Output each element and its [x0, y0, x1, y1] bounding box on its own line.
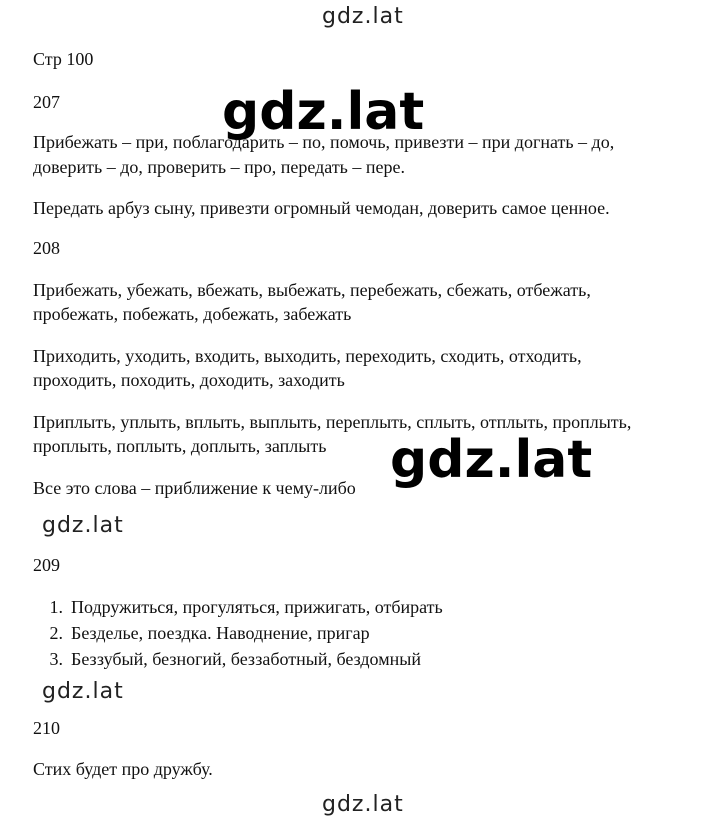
exercise-208-p2-line-2: проходить, походить, доходить, заходить: [33, 370, 345, 390]
exercise-210-number: 210: [33, 718, 60, 738]
watermark-mid: gdz.lat: [42, 513, 124, 538]
page-label: Стр 100: [33, 49, 94, 69]
exercise-207-line-2: доверить – до, проверить – про, передать – пере.: [33, 157, 406, 177]
exercise-208-p1-line-1: Прибежать, убежать, вбежать, выбежать, перебежать, сбежать, отбежать,: [33, 280, 591, 300]
watermark-big-1: gdz.lat: [222, 82, 425, 142]
watermark-bottom: gdz.lat: [322, 792, 404, 817]
exercise-207-line-1: Прибежать – при, поблагодарить – по, помочь, привезти – при догнать – до,: [33, 132, 615, 152]
list-item: 2. Безделье, поездка. Наводнение, пригар: [49, 623, 370, 643]
exercise-207-number: 207: [33, 92, 60, 112]
exercise-210-text: Стих будет про дружбу.: [33, 759, 213, 779]
watermark-mid-2: gdz.lat: [42, 679, 124, 704]
exercise-208-p2-line-1: Приходить, уходить, входить, выходить, переходить, сходить, отходить,: [33, 346, 582, 366]
exercise-208-p1-line-2: пробежать, побежать, добежать, забежать: [33, 304, 352, 324]
exercise-207-line-3: Передать арбуз сыну, привезти огромный чемодан, доверить самое ценное.: [33, 198, 610, 218]
exercise-208-conclusion: Все это слова – приближение к чему-либо: [33, 478, 356, 498]
watermark-top: gdz.lat: [322, 4, 404, 29]
list-item: 1. Подружиться, прогуляться, прижигать, отбирать: [49, 597, 443, 617]
watermark-big-2: gdz.lat: [390, 430, 593, 490]
exercise-209-number: 209: [33, 555, 60, 575]
exercise-208-p3-line-1: Приплыть, уплыть, вплыть, выплыть, переплыть, сплыть, отплыть, проплыть,: [33, 412, 632, 432]
exercise-208-p3-line-2: проплыть, поплыть, доплыть, заплыть: [33, 436, 327, 456]
exercise-209-list: [33, 594, 443, 672]
list-item: 3. Беззубый, безногий, беззаботный, бездомный: [49, 649, 421, 669]
exercise-208-number: 208: [33, 238, 60, 258]
